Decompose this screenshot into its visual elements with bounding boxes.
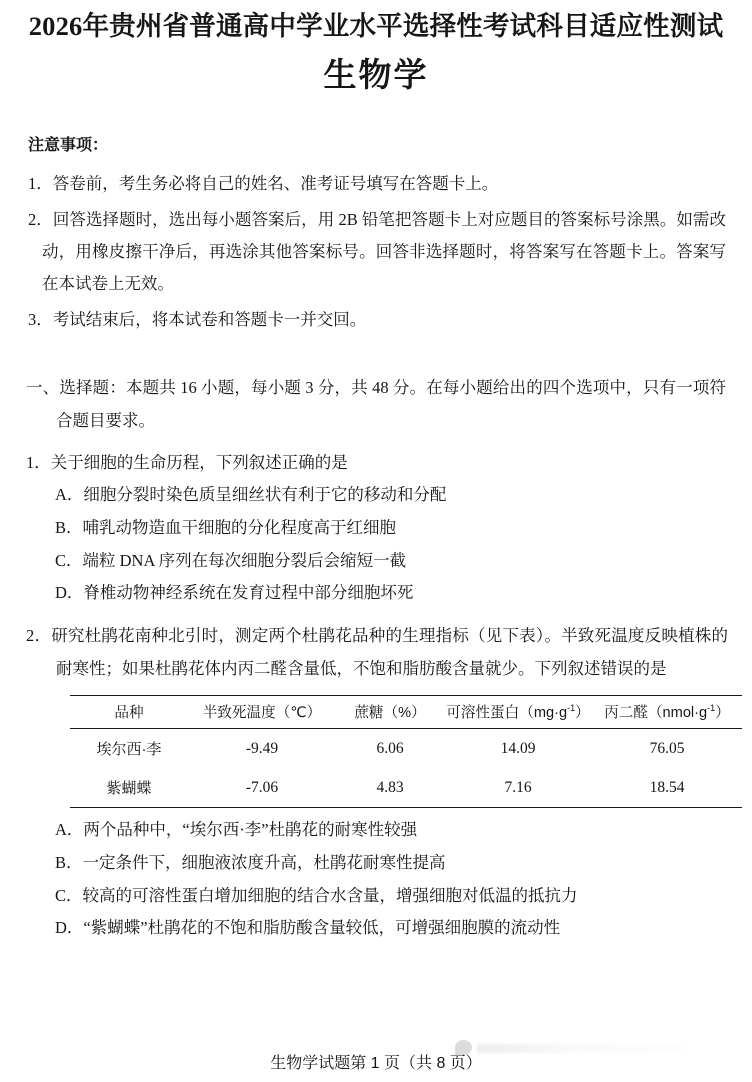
option-item[interactable]	[26, 512, 728, 545]
question-1	[0, 447, 752, 610]
option-text: 脊椎动物神经系统在发育过程中部分细胞坏死	[83, 583, 414, 603]
column-header-mda	[592, 696, 742, 729]
option-list	[26, 479, 728, 610]
multiple-choice-section	[0, 372, 752, 436]
option-item[interactable]	[26, 545, 728, 578]
cell-sucrose: 6.06	[376, 739, 404, 757]
question-2	[0, 620, 752, 945]
option-text: 端粒 DNA 序列在每次细胞分裂后会缩短一截	[82, 550, 407, 570]
cell-lethal-temp: -7.06	[245, 778, 279, 796]
column-header-soluble-protein-sup: -1	[567, 703, 576, 714]
option-item[interactable]	[26, 847, 728, 880]
physiological-index-table	[70, 695, 742, 808]
option-item[interactable]	[26, 912, 728, 945]
question-text: 关于细胞的生命历程，下列叙述正确的是	[50, 452, 348, 472]
cell-cultivar: 埃尔西·李	[96, 741, 162, 759]
table-row	[70, 729, 742, 769]
physiological-index-table-wrapper	[26, 695, 728, 808]
cell-mda: 18.54	[649, 778, 685, 796]
table-header-row	[70, 696, 742, 729]
option-text: 细胞分裂时染色质呈细丝状有利于它的移动和分配	[83, 485, 447, 505]
column-header-soluble-protein-prefix: 可溶性蛋白（mg·g	[446, 705, 568, 722]
option-text: “紫蝴蝶”杜鹃花的不饱和脂肪酸含量较低，可增强细胞膜的流动性	[83, 918, 561, 938]
question-number: 2．	[26, 626, 52, 646]
section-heading: 一、选择题：本题共 16 小题，每小题 3 分，共 48 分。在每小题给出的四个选项中，只有一项符合题目要求。	[26, 378, 726, 430]
option-item[interactable]	[26, 814, 728, 847]
notice-section	[0, 134, 752, 337]
cell-soluble-protein: 14.09	[500, 739, 536, 757]
option-item[interactable]	[26, 577, 728, 610]
question-number: 1．	[26, 452, 51, 472]
notice-heading: 注意事项：	[28, 136, 109, 154]
notice-item: 2．回答选择题时，选出每小题答案后，用 2B 铅笔把答题卡上对应题目的答案标号涂黑。如需改动，用橡皮擦干净后，再选涂其他答案标号。回答非选择题时，将答案写在答题卡上。答案写在本试卷上无效。	[28, 209, 726, 294]
option-text: 较高的可溶性蛋白增加细胞的结合水含量，增强细胞对低温的抵抗力	[82, 885, 578, 905]
question-stem	[26, 447, 728, 480]
column-header-soluble-protein	[444, 696, 592, 729]
column-header-mda-prefix: 丙二醛（nmol·g	[604, 705, 708, 722]
option-item[interactable]	[26, 479, 728, 512]
option-letter: A．	[55, 485, 84, 505]
column-header-sucrose: 蔗糖（%）	[354, 705, 426, 722]
option-letter: B．	[55, 518, 83, 538]
option-letter: C．	[55, 550, 83, 570]
column-header-lethal-temp: 半致死温度（℃）	[202, 705, 322, 722]
option-letter: C．	[55, 885, 83, 905]
notice-item: 3．考试结束后，将本试卷和答题卡一并交回。	[28, 310, 367, 330]
option-letter: D．	[55, 583, 84, 603]
cell-mda: 76.05	[649, 739, 685, 757]
option-list	[26, 814, 728, 945]
column-header-mda-sup: -1	[707, 703, 716, 714]
cell-soluble-protein: 7.16	[504, 778, 532, 796]
option-letter: D．	[55, 918, 84, 938]
notice-item: 1．答卷前，考生务必将自己的姓名、准考证号填写在答题卡上。	[28, 173, 499, 193]
table-row	[70, 768, 742, 808]
cell-lethal-temp: -9.49	[245, 739, 279, 757]
cell-sucrose: 4.83	[376, 778, 404, 796]
option-text: 两个品种中，“埃尔西·李”杜鹃花的耐寒性较强	[83, 820, 418, 840]
exam-title: 2026年贵州省普通高中学业水平选择性考试科目适应性测试	[28, 11, 724, 41]
column-header-cultivar: 品种	[114, 705, 144, 722]
option-text: 一定条件下，细胞液浓度升高，杜鹃花耐寒性提高	[82, 853, 446, 873]
subject-title: 生物学	[323, 55, 429, 93]
column-header-mda-suffix: ）	[715, 705, 730, 722]
cell-cultivar: 紫蝴蝶	[106, 780, 152, 798]
option-letter: A．	[55, 820, 84, 840]
option-item[interactable]	[26, 880, 728, 913]
option-letter: B．	[55, 853, 83, 873]
question-text: 研究杜鹃花南种北引时，测定两个杜鹃花品种的生理指标（见下表）。半致死温度反映植株的耐寒性；如果杜鹃花体内丙二醛含量低，不饱和脂肪酸含量就少。下列叙述错误的是	[51, 626, 729, 678]
page-footer: 生物学试题第 1 页（共 8 页）	[270, 1054, 482, 1072]
question-stem	[26, 620, 728, 685]
column-header-soluble-protein-suffix: ）	[575, 705, 590, 722]
option-text: 哺乳动物造血干细胞的分化程度高于红细胞	[82, 518, 397, 538]
